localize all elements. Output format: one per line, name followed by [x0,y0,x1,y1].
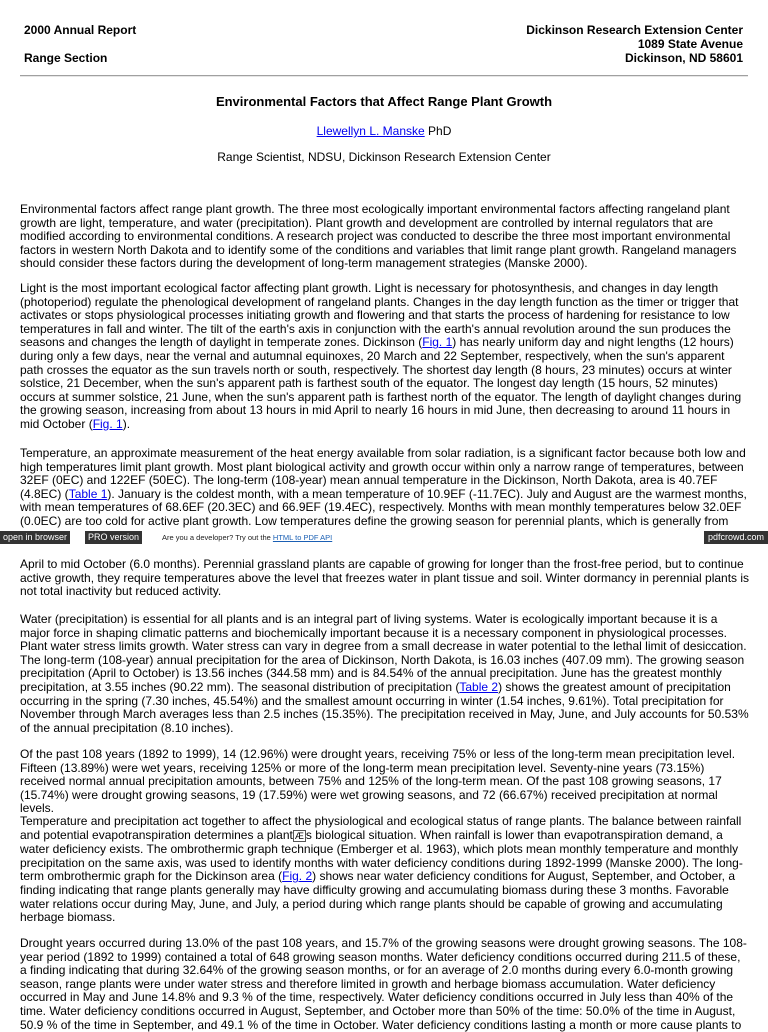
developer-message-text: Are you a developer? Try out the [162,533,273,542]
author-link[interactable]: Llewellyn L. Manske [316,124,425,138]
center-address [526,23,743,65]
report-section: Range Section [24,51,108,65]
ombro-text-1: Temperature and precipitation act together to affect the physiological and ecological status of range plants. The balance between rainfall and potential evapotranspiration determines a plant [20,814,742,842]
fig2-link[interactable]: Fig. 2 [282,869,313,884]
author-affiliation: Range Scientist, NDSU, Dickinson Research Extension Center [217,150,551,164]
paragraph-water [20,613,750,735]
author-line [0,124,768,138]
light-text-3: ). [122,416,131,431]
paragraph-water-deficiency: Drought years occurred during 13.0% of the past 108 years, and 15.7% of the growing seasons were drought growing seasons. The 108-year period (1892 to 1999) contained a total of 648 growing season months. Water deficiency conditions occurred during 211.5 of these, a finding indicating that during 32.64% of the growing season months, or for an average of 2.0 months during every 6.0-month growing season, range plants were under water stress and therefore limited in growth and herbage biomass accumulation. Water deficiency occurred in May and June 14.8% and 9.3 % of the time, respectively. Water deficiency conditions occurred in July less than 40% of the time. Water deficiency conditions occurred in August, September, and October more than 50% of the time: 50.0% of the time in August, 50.9 % of the time in September, and 49.1 % of the time in October. Water deficiency conditions lasting a month or more cause plants to [20,936,747,1032]
light-text-1: Light is the most important ecological factor affecting plant growth. Light is necessary for photosynthesis, and changes in day length (photoperiod) regulate the phenological development of rangeland plants. Changes in the day length function as the timer or trigger that activates or stops physiological processes initiating growth and flowering and that starts the process of hardening for resistance to low temperatures in fall and winter. The tilt of the earth's axis in conjunction with the earth's annual revolution around the sun produces the seasons and changes the length of daylight in temperate zones. Dickinson ( [20,281,739,350]
paragraph-drought-years: Of the past 108 years (1892 to 1999), 14 (12.96%) were drought years, receiving 75% or less of the long-term mean precipitation level. Fifteen (13.89%) were wet years, receiving 125% or more of the long-term mean precipitation level. Seventy-nine years (73.15%) received normal annual precipitation amounts, between 75% and 125% of the long-term mean. Of the past 108 growing seasons, 17 (15.74%) were drought growing seasons, 19 (17.59%) were wet growing seasons, and 72 (66.67%) received precipitation at normal levels. [20,747,736,816]
paragraph-temperature [20,447,750,528]
header-divider [20,75,748,77]
table2-link[interactable]: Table 2 [459,679,499,694]
paragraph-light [20,282,750,432]
paragraph-growing-season: April to mid October (6.0 months). Perennial grassland plants are capable of growing for longer than the frost-free period, but to continue active growth, they require temperatures above the level that freezes water in plant tissue and soil. Winter dormancy in perennial plants is not total inactivity but reduced activity. [20,557,750,599]
paragraph-intro: Environmental factors affect range plant growth. The three most ecologically important environmental factors affecting rangeland plant growth are light, temperature, and water (precipitation). Plant growth and development are controlled by internal regulators that are modified according to environmental conditions. A research project was conducted to describe the three most important environmental factors in western North Dakota and to identify some of the conditions and variables that limit range plant growth. Rangeland managers should consider these factors during the development of long-term management strategies (Manske 2000). [20,202,737,271]
unknown-glyph-box: Æ [294,830,304,841]
fig1-link-2[interactable]: Fig. 1 [92,416,123,431]
light-text-2: ) has nearly uniform day and night lengths (12 hours) during only a few days, near the vernal and autumnal equinoxes, 20 March and 22 September, respectively, when the sun's apparent path crosses the equator as the sun travels north or south, respectively. The shortest day length (8 hours, 23 minutes) occurs at winter solstice, 21 December, when the sun's apparent path is farthest south of the equator. The longest day length (15 hours, 52 minutes) occurs at summer solstice, 21 June, when the sun's apparent path is farthest north of the equator. The length of daylight changes during the growing season, increasing from about 13 hours in mid April to nearly 16 hours in mid June, then decreasing to around 11 hours in mid October ( [20,335,742,431]
developer-message [162,531,332,544]
html-to-pdf-api-link[interactable]: HTML to PDF API [272,533,333,542]
pro-version-button[interactable]: PRO version [85,531,142,544]
author-degree: PhD [424,124,452,138]
open-in-browser-button[interactable]: open in browser [0,531,70,544]
paragraph-ombrothermic [20,815,750,925]
pdfcrowd-bar [0,531,768,544]
temperature-clip [20,447,750,528]
report-year: 2000 Annual Report [24,23,137,37]
temperature-text-1: Temperature, an approximate measurement of the heat energy available from solar radiation, is a significant factor because both low and high temperatures limit plant growth. Most plant biological activity and growth occur within only a narrow range of temperatures, between 32EF (0EC) and 122EF (50EC). The long-term (108-year) mean annual temperature in the Dickinson, North Dakota, area is 40.7EF (4.8EC) ( [20,447,746,501]
ombro-text-3: ) shows near water deficiency conditions for August, September, and October, a finding indicating that range plants generally may have difficulty growing and accumulating biomass during these 3 months. Favorable water relations occur during May, June, and July, a period during which range plants should be capable of growing and accumulating herbage biomass. [20,869,736,925]
page-title: Environmental Factors that Affect Range Plant Growth [215,94,553,109]
pdfcrowd-brand-link[interactable]: pdfcrowd.com [704,531,768,544]
center-street: 1089 State Avenue [637,37,743,51]
water-text-2: ) shows the greatest amount of precipitation occurring in the spring (7.30 inches, 45.54%) and the smallest amount occurring in winter (1.54 inches, 9.61%). Total precipitation for November through March averages less than 2.5 inches (15.35%). The precipitation received in May, June, and July accounts for 50.53% of the annual precipitation (8.10 inches). [20,679,749,735]
table1-link[interactable]: Table 1 [68,486,108,501]
ombro-text-2: s biological situation. When rainfall is lower than evapotranspiration demand, a water deficiency exists. The ombrothermic graph technique (Emberger et al. 1963), which plots mean monthly temperature and monthly precipitation on the same axis, was used to identify months with water deficiency conditions during 1892-1999 (Manske 2000). The long-term ombrothermic graph for the Dickinson area ( [20,827,743,884]
water-text-1: Water (precipitation) is essential for all plants and is an integral part of living systems. Water is ecologically important because it is a major force in shaping climatic patterns and biochemically important because it is a necessary component in physiological processes. Plant water stress limits growth. Water stress can vary in degree from a small decrease in water potential to the lethal limit of desiccation. The long-term (108-year) annual precipitation for the area of Dickinson, North Dakota, is 16.03 inches (407.09 mm). The growing season precipitation (April to October) is 13.56 inches (344.58 mm) and is 84.54% of the annual precipitation. June has the greatest monthly precipitation, at 3.55 inches (90.22 mm). The seasonal distribution of precipitation ( [20,612,747,694]
center-city: Dickinson, ND 58601 [624,51,743,65]
temperature-text-2: ). January is the coldest month, with a mean temperature of 10.9EF (-11.7EC). July and August are the warmest months, with mean temperatures of 68.6EF (20.3EC) and 66.9EF (19.4EC), respectively. Months with mean monthly temperatures below 32.0EF (0.0EC) are too cold for active plant growth. Low temperatures define the growing season for perennial plants, which is generally from [20,486,747,528]
fig1-link[interactable]: Fig. 1 [422,335,453,350]
center-name: Dickinson Research Extension Center [526,23,743,37]
